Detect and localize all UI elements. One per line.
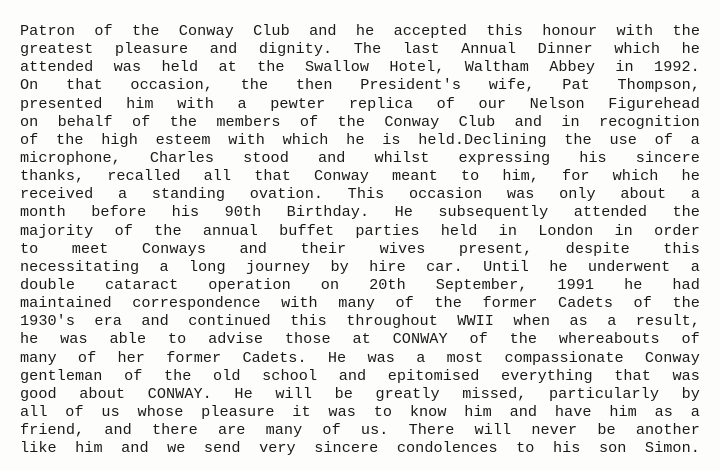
text-line: many of her former Cadets. He was a most compassionate Conway (20, 348, 700, 367)
text-line: maintained correspondence with many of the former Cadets of the (20, 294, 700, 313)
text-line: all of us whose pleasure it was to know him and have him as a (20, 402, 700, 421)
text-line: presented him with a pewter replica of our Nelson Figurehead (20, 94, 700, 113)
text-line: gentleman of the old school and epitomised everything that was (20, 366, 700, 385)
text-line: thanks, recalled all that Conway meant to him, for which he (20, 167, 700, 186)
text-line: month before his 90th Birthday. He subsequently attended the (20, 203, 700, 222)
text-line: On that occasion, the then President's wife, Pat Thompson, (20, 76, 700, 95)
text-line: double cataract operation on 20th September, 1991 he had (20, 275, 700, 294)
text-line: to meet Conways and their wives present, despite this (20, 239, 700, 258)
text-line: Patron of the Conway Club and he accepted this honour with the (20, 22, 700, 40)
text-line: friend, and there are many of us. There will never be another (20, 421, 700, 440)
text-line: like him and we send very sincere condolences to his son Simon. (20, 439, 700, 458)
text-line: greatest pleasure and dignity. The last Annual Dinner which he (20, 40, 700, 59)
text-line: 1930's era and continued this throughout WWII when as a result, (20, 312, 700, 331)
text-line: good about CONWAY. He will be greatly missed, particularly by (20, 384, 700, 403)
text-line: attended was held at the Swallow Hotel, Waltham Abbey in 1992. (20, 58, 700, 77)
text-line: he was able to advise those at CONWAY of the whereabouts of (20, 330, 700, 349)
text-line: of the high esteem with which he is held.Declining the use of a (20, 130, 700, 149)
body-text (20, 22, 700, 457)
text-line: received a standing ovation. This occasion was only about a (20, 185, 700, 204)
text-line: necessitating a long journey by hire car. Until he underwent a (20, 257, 700, 276)
text-line: microphone, Charles stood and whilst expressing his sincere (20, 148, 700, 167)
text-line: majority of the annual buffet parties held in London in order (20, 221, 700, 240)
text-line: on behalf of the members of the Conway Club and in recognition (20, 112, 700, 131)
